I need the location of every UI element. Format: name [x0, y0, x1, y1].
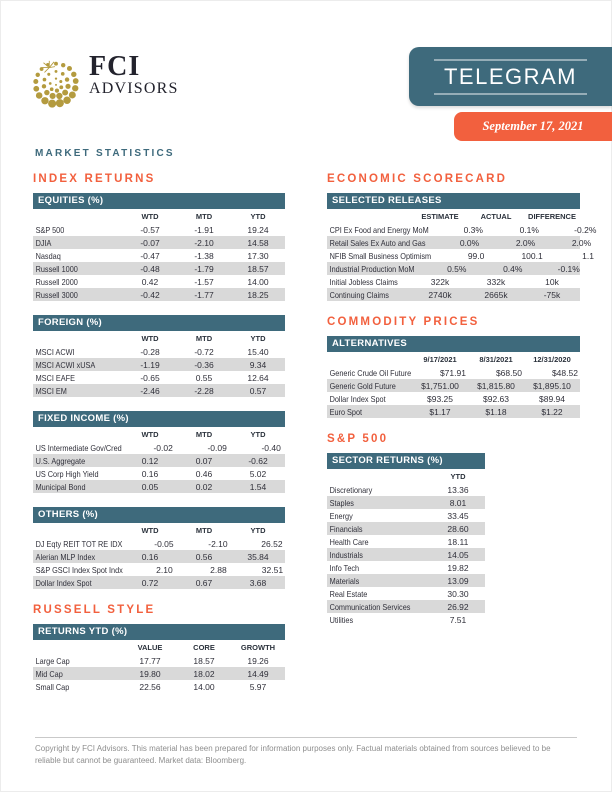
row-label: MSCI ACWI xUSA: [35, 359, 96, 370]
row-value: 14.49: [247, 668, 269, 679]
row-label: Russell 1000: [35, 263, 78, 274]
row-value: 12.64: [247, 372, 269, 383]
column-header: YTD: [250, 333, 266, 343]
table-row: [33, 467, 285, 480]
row-label: Industrials: [329, 549, 363, 560]
row-value: 8.01: [449, 497, 467, 508]
brand-name-top: FCI: [89, 51, 141, 82]
table-body: [33, 537, 285, 589]
row-value: 0.02: [195, 481, 213, 492]
row-value: 0.46: [195, 468, 213, 479]
row-value: -2.46: [140, 385, 160, 396]
row-value: 0.16: [141, 468, 159, 479]
fci-logo: [31, 51, 179, 110]
column-header: YTD: [250, 525, 266, 535]
row-label: Retail Sales Ex Auto and Gas: [329, 237, 426, 248]
table-body: [327, 483, 485, 626]
table-row: [33, 223, 285, 236]
table-row: [327, 288, 580, 301]
row-label: DJIA: [35, 237, 52, 248]
table-column-headers: [327, 209, 580, 223]
row-label: Small Cap: [35, 681, 70, 692]
row-value: 14.00: [193, 681, 215, 692]
row-value: 0.5%: [447, 263, 467, 274]
column-header: CORE: [193, 642, 215, 652]
row-label: MSCI EAFE: [35, 372, 75, 383]
row-value: 99.0: [467, 250, 485, 261]
column-header: YTD: [450, 471, 466, 481]
row-value: 2.0%: [515, 237, 536, 248]
section-title-index-returns: INDEX RETURNS: [33, 173, 156, 185]
fci-globe-icon: [31, 54, 81, 110]
selected-releases-table: [327, 193, 597, 301]
brand-name: [89, 51, 179, 97]
column-header: YTD: [250, 211, 266, 221]
table-row: [327, 587, 485, 600]
table-body: [327, 223, 597, 301]
table-column-headers: [33, 427, 285, 441]
row-value: 0.3%: [463, 224, 483, 235]
row-value: 33.45: [447, 510, 469, 521]
row-label: S&P GSCI Index Spot Indx: [35, 564, 123, 575]
row-value: 26.52: [261, 538, 283, 549]
row-value: -0.2%: [574, 224, 597, 235]
row-label: Staples: [329, 497, 354, 508]
table-row: [33, 371, 285, 384]
table-row: [327, 522, 485, 535]
russell-style-table: [33, 624, 285, 693]
table-row: [327, 509, 485, 522]
row-value: -0.62: [248, 455, 268, 466]
sector-returns-table: [327, 453, 485, 626]
row-label: Large Cap: [35, 655, 70, 666]
row-value: 0.72: [141, 577, 159, 588]
left-column: [33, 172, 285, 707]
row-value: 28.60: [447, 523, 469, 534]
row-label: Continuing Claims: [329, 289, 389, 300]
table-row: [327, 496, 485, 509]
table-row: [33, 654, 285, 667]
table-column-headers: [327, 352, 580, 366]
table-row: [327, 600, 485, 613]
row-label: MSCI EM: [35, 385, 67, 396]
table-column-headers: [33, 209, 285, 223]
table-body: [33, 345, 285, 397]
row-label: Discretionary: [329, 484, 373, 495]
row-value: -0.1%: [557, 263, 580, 274]
row-value: 0.0%: [459, 237, 480, 248]
row-value: $1,815.80: [477, 380, 515, 391]
row-label: Info Tech: [329, 562, 360, 573]
row-value: -0.36: [194, 359, 214, 370]
row-value: $93.25: [427, 393, 453, 404]
row-value: -2.28: [194, 385, 214, 396]
row-value: 1.1: [582, 250, 594, 261]
section-commodity-prices: [327, 315, 580, 418]
column-header: DIFFERENCE: [528, 211, 576, 221]
row-value: -0.07: [140, 237, 160, 248]
others-table: [33, 507, 285, 589]
row-value: 18.02: [193, 668, 215, 679]
row-value: -1.77: [194, 289, 214, 300]
row-value: 5.02: [249, 468, 267, 479]
row-value: -0.72: [194, 346, 214, 357]
column-header: MTD: [195, 525, 213, 535]
row-label: Health Care: [329, 536, 369, 547]
table-row: [327, 561, 485, 574]
row-label: Russell 3000: [35, 289, 78, 300]
table-column-headers: [33, 523, 285, 537]
row-value: -0.09: [207, 442, 227, 453]
row-value: 14.00: [247, 276, 269, 287]
row-label: Initial Jobless Claims: [329, 276, 398, 287]
row-value: 19.24: [247, 224, 269, 235]
table-row: [327, 249, 594, 262]
table-row: [33, 550, 285, 563]
fixed-income-table: [33, 411, 285, 493]
table-row: [327, 379, 580, 392]
table-title-bar: OTHERS (%): [33, 507, 285, 523]
table-row: [33, 454, 285, 467]
table-row: [33, 576, 285, 589]
table-title-bar: EQUITIES (%): [33, 193, 285, 209]
row-label: Nasdaq: [35, 250, 61, 261]
row-value: 17.77: [139, 655, 161, 666]
column-header: ACTUAL: [480, 211, 512, 221]
row-value: -0.57: [140, 224, 160, 235]
column-header: MTD: [195, 333, 213, 343]
row-value: 0.4%: [503, 263, 523, 274]
row-label: US Corp High Yield: [35, 468, 99, 479]
row-value: $89.94: [539, 393, 565, 404]
row-value: 32.51: [261, 564, 284, 575]
row-label: Financials: [329, 523, 363, 534]
column-header: MTD: [195, 429, 213, 439]
page-title: MARKET STATISTICS: [35, 148, 175, 159]
row-value: 19.26: [247, 655, 269, 666]
row-label: Euro Spot: [329, 406, 363, 417]
table-row: [33, 358, 285, 371]
equities-table: [33, 193, 285, 301]
row-value: 2665k: [484, 289, 508, 300]
table-title-bar: ALTERNATIVES: [327, 336, 580, 352]
column-header: 12/31/2020: [533, 354, 571, 364]
table-row: [327, 223, 597, 236]
table-row: [33, 262, 285, 275]
table-row: [33, 288, 285, 301]
row-value: -1.79: [194, 263, 214, 274]
row-label: U.S. Aggregate: [35, 455, 86, 466]
row-value: $1,751.00: [421, 380, 459, 391]
row-label: Generic Crude Oil Future: [329, 367, 412, 378]
table-row: [327, 392, 580, 405]
foreign-table: [33, 315, 285, 397]
row-value: 100.1: [521, 250, 543, 261]
row-value: $1.17: [429, 406, 451, 417]
row-label: S&P 500: [35, 224, 65, 235]
table-row: [33, 345, 285, 358]
column-header: WTD: [141, 211, 159, 221]
row-value: -0.65: [140, 372, 160, 383]
table-body: [33, 441, 285, 493]
row-value: 1.54: [249, 481, 267, 492]
row-value: -1.57: [194, 276, 214, 287]
row-value: 14.58: [247, 237, 269, 248]
row-value: -1.91: [194, 224, 214, 235]
row-value: -0.42: [140, 289, 160, 300]
row-value: -75k: [543, 289, 561, 300]
row-value: -1.19: [140, 359, 160, 370]
table-row: [33, 384, 285, 397]
row-value: -0.47: [140, 250, 160, 261]
row-value: 2.10: [156, 564, 173, 575]
table-row: [33, 441, 285, 454]
row-value: -2.10: [208, 538, 228, 549]
row-value: 7.51: [449, 614, 467, 625]
row-value: 0.07: [195, 455, 213, 466]
row-label: Energy: [329, 510, 353, 521]
row-value: 18.11: [447, 536, 469, 547]
row-label: Mid Cap: [35, 668, 63, 679]
row-value: 35.84: [247, 551, 269, 562]
row-label: MSCI ACWI: [35, 346, 75, 357]
table-row: [33, 680, 285, 693]
table-body: [33, 654, 285, 693]
row-value: 3.68: [249, 577, 267, 588]
table-row: [327, 483, 485, 496]
column-header: WTD: [141, 429, 159, 439]
table-row: [327, 548, 485, 561]
table-row: [33, 537, 285, 550]
column-header: 9/17/2021: [423, 354, 457, 364]
row-value: 0.55: [195, 372, 213, 383]
row-value: $1.18: [485, 406, 507, 417]
row-value: -0.02: [153, 442, 173, 453]
row-value: 17.30: [247, 250, 269, 261]
table-column-headers: [33, 331, 285, 345]
row-value: 13.09: [447, 575, 469, 586]
table-row: [327, 366, 580, 379]
row-value: 0.42: [141, 276, 159, 287]
row-value: 2.88: [210, 564, 227, 575]
row-value: 30.30: [447, 588, 469, 599]
section-title-commodity-prices: COMMODITY PRICES: [327, 316, 480, 328]
row-value: 18.57: [193, 655, 215, 666]
row-value: 13.36: [447, 484, 469, 495]
row-label: Real Estate: [329, 588, 368, 599]
row-label: CPI Ex Food and Energy MoM: [329, 224, 429, 235]
row-value: $71.91: [439, 367, 466, 378]
table-row: [327, 574, 485, 587]
footer: [35, 737, 577, 766]
table-row: [33, 667, 285, 680]
table-row: [33, 563, 285, 576]
row-value: 15.40: [247, 346, 269, 357]
column-header: GROWTH: [240, 642, 276, 652]
column-header: MTD: [195, 211, 213, 221]
row-value: $68.50: [495, 367, 522, 378]
row-value: 14.05: [447, 549, 469, 560]
section-index-returns: [33, 172, 285, 589]
table-row: [33, 249, 285, 262]
row-value: 0.67: [195, 577, 213, 588]
table-row: [327, 275, 580, 288]
telegram-banner: [409, 47, 612, 106]
column-header: WTD: [141, 525, 159, 535]
row-value: 0.05: [141, 481, 159, 492]
row-label: Communication Services: [329, 601, 411, 612]
row-value: $1.22: [541, 406, 563, 417]
table-body: [327, 366, 580, 418]
section-title-sp500: S&P 500: [327, 433, 389, 445]
row-value: 0.16: [141, 551, 159, 562]
row-value: 5.97: [249, 681, 267, 692]
table-title-bar: SELECTED RELEASES: [327, 193, 580, 209]
table-title-bar: FIXED INCOME (%): [33, 411, 285, 427]
row-value: 0.56: [195, 551, 213, 562]
table-row: [327, 236, 592, 249]
section-title-russell-style: RUSSELL STYLE: [33, 604, 156, 616]
row-value: $48.52: [551, 367, 578, 378]
section-economic-scorecard: [327, 172, 597, 301]
table-row: [33, 236, 285, 249]
row-value: $1,895.10: [533, 380, 571, 391]
row-value: -2.10: [194, 237, 214, 248]
row-label: Materials: [329, 575, 360, 586]
row-value: 0.1%: [519, 224, 539, 235]
row-value: 2740k: [428, 289, 452, 300]
row-value: 0.12: [141, 455, 159, 466]
row-label: Municipal Bond: [35, 481, 86, 492]
row-value: -0.05: [154, 538, 174, 549]
table-body: [33, 223, 285, 301]
row-label: Dollar Index Spot: [35, 577, 92, 588]
row-value: 10k: [545, 276, 559, 287]
table-row: [33, 275, 285, 288]
telegram-banner-title: TELEGRAM: [434, 59, 587, 95]
column-header: WTD: [141, 333, 159, 343]
section-russell-style: [33, 603, 285, 693]
table-row: [327, 535, 485, 548]
column-header: ESTIMATE: [421, 211, 459, 221]
row-value: 18.25: [247, 289, 269, 300]
brand-name-bottom: ADVISORS: [89, 80, 179, 97]
row-value: 19.82: [447, 562, 469, 573]
row-label: US Intermediate Gov/Cred: [35, 442, 122, 453]
row-value: 0.57: [249, 385, 267, 396]
row-label: Dollar Index Spot: [329, 393, 386, 404]
row-label: Generic Gold Future: [329, 380, 396, 391]
row-value: 322k: [430, 276, 450, 287]
row-label: Alerian MLP Index: [35, 551, 96, 562]
column-header: YTD: [250, 429, 266, 439]
row-value: 19.80: [139, 668, 161, 679]
row-value: 332k: [486, 276, 506, 287]
table-column-headers: [327, 469, 485, 483]
table-row: [327, 405, 580, 418]
row-label: Russell 2000: [35, 276, 78, 287]
section-sp500: [327, 432, 580, 626]
row-label: DJ Eqty REIT TOT RE IDX: [35, 538, 123, 549]
row-value: 2.0%: [571, 237, 592, 248]
footer-divider: [35, 737, 577, 738]
row-value: -0.28: [140, 346, 160, 357]
row-value: 22.56: [139, 681, 161, 692]
table-row: [327, 262, 580, 275]
table-row: [327, 613, 485, 626]
footer-disclaimer: Copyright by FCI Advisors. This material has been prepared for information purposes only. Factual materials obtained from sources believed to be reliable but cannot be guaranteed. Market data: Bloomberg.: [35, 744, 551, 765]
right-column: [327, 172, 597, 640]
row-value: -0.48: [140, 263, 160, 274]
row-value: $92.63: [483, 393, 509, 404]
table-row: [33, 480, 285, 493]
table-title-bar: RETURNS YTD (%): [33, 624, 285, 640]
column-header: 8/31/2021: [479, 354, 513, 364]
table-title-bar: FOREIGN (%): [33, 315, 285, 331]
alternatives-table: [327, 336, 580, 418]
table-title-bar: SECTOR RETURNS (%): [327, 453, 485, 469]
date-badge: September 17, 2021: [454, 112, 612, 141]
column-header: VALUE: [137, 642, 163, 652]
row-value: 18.57: [247, 263, 269, 274]
row-label: Utilities: [329, 614, 354, 625]
row-label: Industrial Production MoM: [329, 263, 415, 274]
row-label: NFIB Small Business Optimism: [329, 250, 432, 261]
section-title-economic-scorecard: ECONOMIC SCORECARD: [327, 173, 508, 185]
row-value: 26.92: [447, 601, 469, 612]
table-column-headers: [33, 640, 285, 654]
row-value: -1.38: [194, 250, 214, 261]
row-value: 9.34: [249, 359, 267, 370]
row-value: -0.40: [261, 442, 281, 453]
